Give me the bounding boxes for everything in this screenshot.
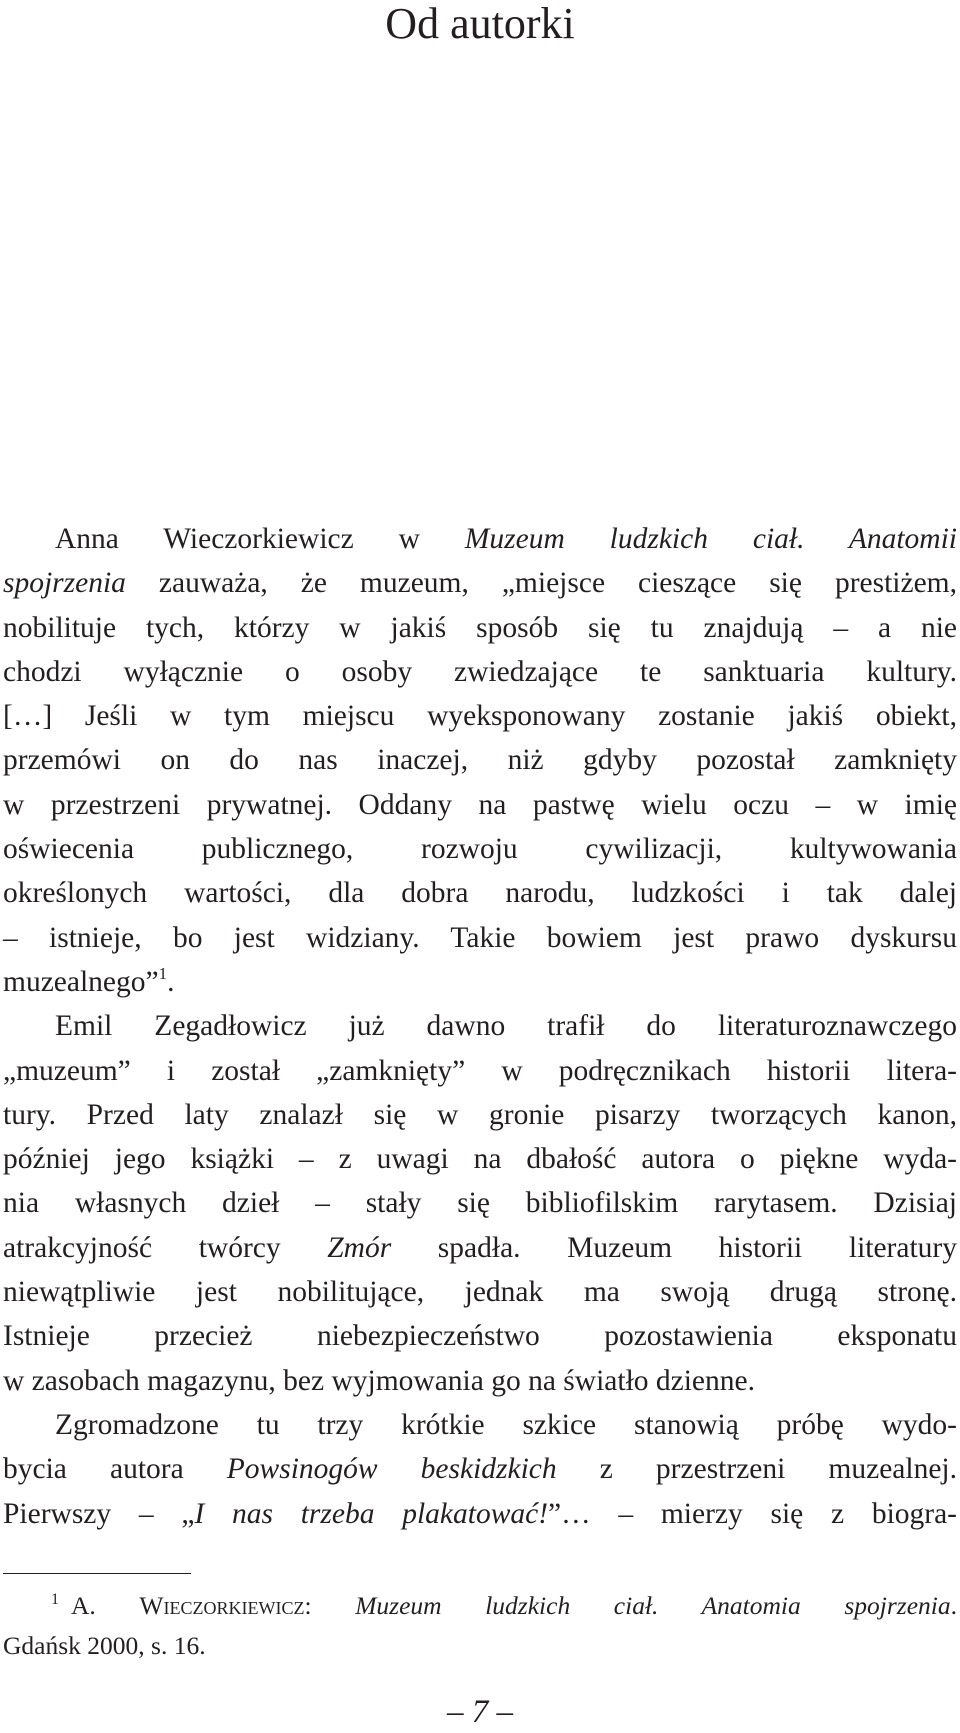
- page-number-dash-left: –: [447, 1694, 464, 1730]
- text-segment: później jego książki – z uwagi na dbałość autora o piękne wyda-: [3, 1143, 957, 1176]
- text-line: [3, 1403, 957, 1447]
- italic-title: I nas trzeba plakatować!: [194, 1497, 549, 1530]
- italic-title: spojrzenia: [3, 567, 126, 600]
- text-segment: Emil Zegadłowicz już dawno trafił do literaturoznawczego: [55, 1010, 957, 1043]
- text-segment: oświecenia publicznego, rozwoju cywilizacji, kultywowania: [3, 833, 957, 866]
- footnote: [3, 1586, 957, 1666]
- text-segment: Anna Wieczorkiewicz w: [55, 523, 465, 555]
- text-segment: zauważa, że muzeum, „miejsce cieszące się prestiżem,: [125, 567, 957, 600]
- text-segment: .: [167, 965, 175, 998]
- text-line: [3, 1359, 957, 1403]
- text-line: [3, 1314, 957, 1358]
- footnote-end: .: [950, 1591, 958, 1620]
- page-number: [0, 1692, 960, 1732]
- text-segment: w zasobach magazynu, bez wyjmowania go na światło dzienne.: [3, 1364, 755, 1397]
- text-line: [3, 1270, 957, 1314]
- text-segment: spadła. Muzeum historii literatury: [391, 1231, 957, 1264]
- text-line: [3, 1447, 957, 1491]
- text-line: [3, 960, 957, 1004]
- footnote-reference: 1: [158, 963, 168, 983]
- page-number-value: 7: [471, 1694, 489, 1730]
- footnote-line: Gdańsk 2000, s. 16.: [3, 1631, 206, 1660]
- text-segment: – istnieje, bo jest widziany. Takie bowiem jest prawo dyskursu: [3, 921, 957, 954]
- text-segment: niewątpliwie jest nobilitujące, jednak ma swoją drugą stronę.: [3, 1276, 957, 1309]
- text-segment: w przestrzeni prywatnej. Oddany na pastwę wielu oczu – w imię: [3, 788, 957, 821]
- text-line: [3, 1492, 957, 1536]
- footnote-number: 1: [51, 1591, 59, 1608]
- text-segment: określonych wartości, dla dobra narodu, ludzkości i tak dalej: [3, 877, 957, 910]
- text-line: [3, 738, 957, 782]
- text-line: [3, 827, 957, 871]
- text-segment: Zgromadzone tu trzy krótkie szkice stanowią próbę wydo-: [55, 1408, 957, 1441]
- footnote-separator-rule: [3, 1573, 191, 1574]
- text-segment: nobilituje tych, którzy w jakiś sposób się tu znajdują – a nie: [3, 611, 957, 644]
- text-line: [3, 783, 957, 827]
- italic-title: Muzeum ludzkich ciał. Anatomii: [464, 523, 957, 555]
- text-segment: nia własnych dzieł – stały się bibliofilskim rarytasem. Dzisiaj: [3, 1187, 957, 1220]
- text-line: [3, 1004, 957, 1048]
- page-number-dash-right: –: [496, 1694, 513, 1730]
- text-line: [3, 916, 957, 960]
- text-segment: Pierwszy – „: [3, 1497, 195, 1530]
- text-line: [3, 694, 957, 738]
- footnote-author-initial: A.: [71, 1591, 140, 1620]
- footnote-line: [3, 1586, 957, 1626]
- footnote-author-surname: Wieczorkiewicz: [139, 1591, 305, 1620]
- text-segment: muzealnego”: [3, 965, 159, 998]
- text-segment: Istnieje przecież niebezpieczeństwo pozostawienia eksponatu: [3, 1320, 957, 1353]
- body-text: [3, 517, 957, 1536]
- italic-title: Zmór: [327, 1231, 392, 1264]
- text-segment: z przestrzeni muzealnej.: [556, 1453, 958, 1486]
- text-segment: ”… – mierzy się z biogra-: [548, 1497, 957, 1530]
- text-line: [3, 1049, 957, 1093]
- text-line: [3, 1093, 957, 1137]
- text-segment: tury. Przed laty znalazł się w gronie pisarzy tworzących kanon,: [3, 1098, 957, 1131]
- text-line: [3, 1181, 957, 1225]
- text-line: [3, 1137, 957, 1181]
- page-title: Od autorki: [385, 0, 575, 48]
- text-line: [3, 517, 957, 561]
- italic-title: Powsinogów beskidzkich: [226, 1453, 557, 1486]
- text-segment: […] Jeśli w tym miejscu wyeksponowany zostanie jakiś obiekt,: [3, 700, 957, 733]
- text-segment: bycia autora: [3, 1453, 227, 1486]
- text-line: [3, 561, 957, 605]
- text-line: [3, 606, 957, 650]
- footnote-work-title: Muzeum ludzkich ciał. Anatomia spojrzenia: [355, 1591, 951, 1620]
- text-line: [3, 1226, 957, 1270]
- text-segment: chodzi wyłącznie o osoby zwiedzające te sanktuaria kultury.: [3, 655, 957, 688]
- text-segment: przemówi on do nas inaczej, niż gdyby pozostał zamknięty: [3, 744, 957, 777]
- text-line: [3, 650, 957, 694]
- text-segment: „muzeum” i został „zamknięty” w podręcznikach historii litera-: [3, 1054, 957, 1087]
- text-segment: atrakcyjność twórcy: [3, 1231, 328, 1264]
- footnote-separator: :: [304, 1591, 356, 1620]
- text-line: [3, 871, 957, 915]
